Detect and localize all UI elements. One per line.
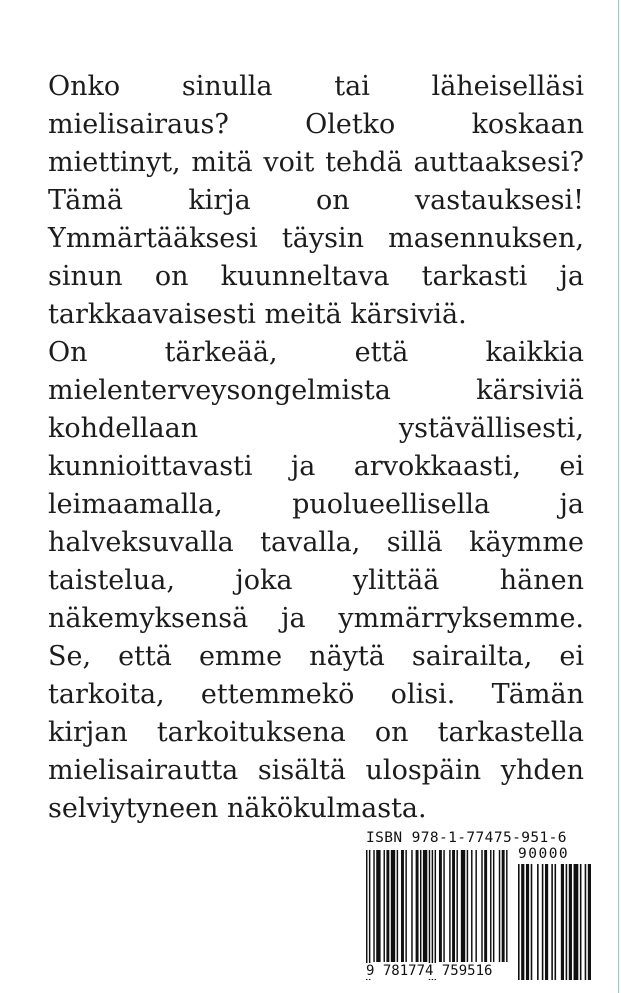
- ean13-barcode: [366, 850, 509, 980]
- barcode-bar: [405, 850, 406, 962]
- barcode-bar: [580, 864, 582, 980]
- barcode-bar: [506, 850, 507, 962]
- barcode-bar: [397, 850, 398, 962]
- barcode-bar: [484, 850, 487, 962]
- barcode-bar: [555, 864, 557, 980]
- barcode-bar: [542, 864, 544, 980]
- barcode-bar: [423, 850, 427, 962]
- barcode-bar: [551, 864, 553, 980]
- barcode-bar: [432, 850, 433, 980]
- barcode-bar: [475, 850, 476, 962]
- barcode-bar: [461, 850, 465, 962]
- barcode-bar: [521, 864, 524, 980]
- barcode-bar: [588, 864, 591, 980]
- barcode-bar: [435, 850, 436, 980]
- barcode-bar: [420, 850, 421, 962]
- barcode-bar: [411, 850, 412, 962]
- barcode-bar: [585, 864, 587, 980]
- barcode-bar: [499, 850, 500, 962]
- barcode-bar: [373, 850, 374, 962]
- barcode-bar: [391, 850, 395, 962]
- price-code: 90000: [518, 846, 570, 862]
- barcode-bar: [490, 850, 491, 962]
- barcode-bar: [452, 850, 455, 962]
- barcode-bar: [574, 864, 579, 980]
- barcode-bar: [493, 850, 494, 962]
- barcode-bar: [429, 850, 430, 980]
- spine-edge-line: [618, 0, 619, 993]
- barcode-bar: [439, 850, 442, 962]
- isbn-label: ISBN 978-1-77475-951-6: [366, 830, 567, 846]
- barcode-bar: [449, 850, 450, 962]
- barcode-bar: [545, 864, 548, 980]
- barcode-bar: [369, 850, 370, 980]
- isbn-barcode-block: [366, 830, 591, 980]
- barcode-bar: [416, 850, 419, 962]
- barcode-bar: [401, 850, 404, 962]
- barcode-bar: [561, 864, 564, 980]
- barcode-bar: [569, 864, 572, 980]
- barcode-bar: [467, 850, 468, 962]
- barcode-bar: [384, 850, 385, 962]
- barcode-bar: [518, 864, 520, 980]
- barcode-bar: [481, 850, 482, 962]
- barcode-bar: [443, 850, 444, 962]
- barcode-bar: [526, 864, 529, 980]
- blurb-paragraph-2: On tärkeää, että kaikkia mielenterveysongelmista kärsiviä kohdellaan ystävällisesti, kunnioittavasti ja arvokkaasti, ei leimaamalla, puolueellisella ja halveksuvalla tavalla, sillä käymme taistelua, joka ylittää hänen näkemyksensä ja ymmärryksemme. Se, että emme näytä sairailta, ei tarkoita, ettemmekö olisi. Tämän kirjan tarkoituksena on tarkastella mielisairautta sisältä ulospäin yhden selviytyneen näkökulmasta.: [48, 337, 584, 824]
- barcode-bar: [386, 850, 389, 962]
- barcode-bar: [531, 864, 533, 980]
- barcode-bar: [471, 850, 472, 962]
- barcode-bar: [502, 850, 505, 962]
- barcode-bar: [376, 850, 380, 962]
- barcode-bar: [537, 864, 539, 980]
- blurb-paragraph-1: Onko sinulla tai läheiselläsi mielisairaus? Oletko koskaan miettinyt, mitä voit tehdä auttaaksesi? Tämä kirja on vastauksesi! Ymmärtääksesi täysin masennuksen, sinun on kuunneltava tarkasti ja tarkkaavaisesti meitä kärsiviä.: [48, 71, 584, 330]
- barcode-bar: [366, 850, 367, 980]
- barcode-digits: 9 781774 759516: [366, 963, 509, 979]
- addon-barcode: [518, 864, 591, 980]
- barcode-bar: [566, 864, 568, 980]
- barcode-bar: [456, 850, 457, 962]
